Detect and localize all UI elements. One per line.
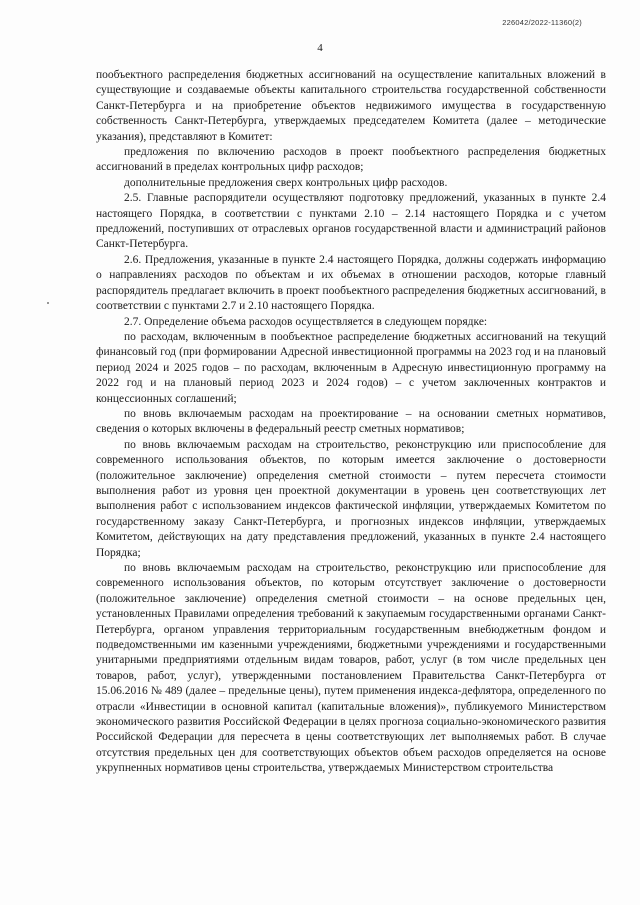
paragraph: по вновь включаемым расходам на проектирование – на основании сметных нормативов, сведения о которых включены в федеральный реестр сметных нормативов; xyxy=(96,407,606,436)
scan-dot xyxy=(47,302,49,304)
document-id: 226042/2022-11360(2) xyxy=(502,18,582,27)
paragraph: по расходам, включенным в пообъектное распределение бюджетных ассигнований на текущий финансовый год (при формировании Адресной инвестиционной программы на 2023 год и на плановый период 2024 и 2025 годов – по расходам, включенным в Адресную инвестиционную программу на 2022 год и на плановый период 2023 и 2024 годов) – с учетом заключенных контрактов и концессионных соглашений; xyxy=(96,330,606,405)
page-number: 4 xyxy=(317,42,323,54)
paragraph: пообъектного распределения бюджетных ассигнований на осуществление капитальных вложений в существующие и создаваемые объекты капитального строительства государственной собственности Санкт-Петербурга и на приобретение объектов недвижимого имущества в государственную собственность Санкт-Петербурга, утверждаемых председателем Комитета (далее – методические указания), представляют в Комитет: xyxy=(96,69,606,143)
document-body xyxy=(96,68,606,777)
paragraph: дополнительные предложения сверх контрольных цифр расходов. xyxy=(124,176,448,189)
paragraph: по вновь включаемым расходам на строительство, реконструкцию или приспособление для современного использования объектов, по которым имеется заключение о достоверности (положительное заключение) определения сметной стоимости – путем пересчета стоимости выполнения работ из уровня цен проектной документации в уровень цен соответствующих лет выполнения работ с использованием индексов фактической инфляции, утверждаемых Комитетом по государственному заказу Санкт-Петербурга, и прогнозных индексов инфляции, утверждаемых Комитетом, действующих на дату представления предложений, указанных в пункте 2.4 настоящего Порядка; xyxy=(96,438,606,559)
paragraph: по вновь включаемым расходам на строительство, реконструкцию или приспособление для современного использования объектов, по которым отсутствует заключение о достоверности (положительное заключение) определения сметной стоимости – на основе предельных цен, установленных Правилами определения требований к закупаемым государственными органами Санкт-Петербурга, органом управления территориальным государственным внебюджетным фондом и подведомственными им казенными учреждениями, бюджетными учреждениями и государственными унитарными предприятиями отдельным видам товаров, работ, услуг (в том числе предельных цен товаров, работ, услуг), утвержденными постановлением Правительства Санкт-Петербурга от 15.06.2016 № 489 (далее – предельные цены), путем применения индекса-дефлятора, определенного по отрасли «Инвестиции в основной капитал (капитальные вложения)», публикуемого Министерством экономического развития Российской Федерации в целях прогноза социально-экономического развития Российской Федерации для пересчета в цены соответствующих лет выполняемых работ. В случае отсутствия предельных цен для соответствующих объектов объем расходов определяется на основе укрупненных нормативов цены строительства, утверждаемых Министерством строительства xyxy=(96,562,606,775)
paragraph: 2.7. Определение объема расходов осуществляется в следующем порядке: xyxy=(124,315,488,328)
paragraph: 2.6. Предложения, указанные в пункте 2.4 настоящего Порядка, должны содержать информацию о направлениях расходов по объектам и их объемах в отношении расходов, которые главный распорядитель предлагает включить в проект пообъектного распределения бюджетных ассигнований, в соответствии с пунктами 2.7 и 2.10 настоящего Порядка. xyxy=(96,253,606,313)
paragraph: 2.5. Главные распорядители осуществляют подготовку предложений, указанных в пункте 2.4 настоящего Порядка, в соответствии с пунктами 2.10 – 2.14 настоящего Порядка и с учетом предложений, поступивших от отраслевых органов государственной власти и администраций районов Санкт-Петербурга. xyxy=(96,192,606,251)
paragraph: предложения по включению расходов в проект пообъектного распределения бюджетных ассигнований в пределах контрольных цифр расходов; xyxy=(96,146,606,174)
